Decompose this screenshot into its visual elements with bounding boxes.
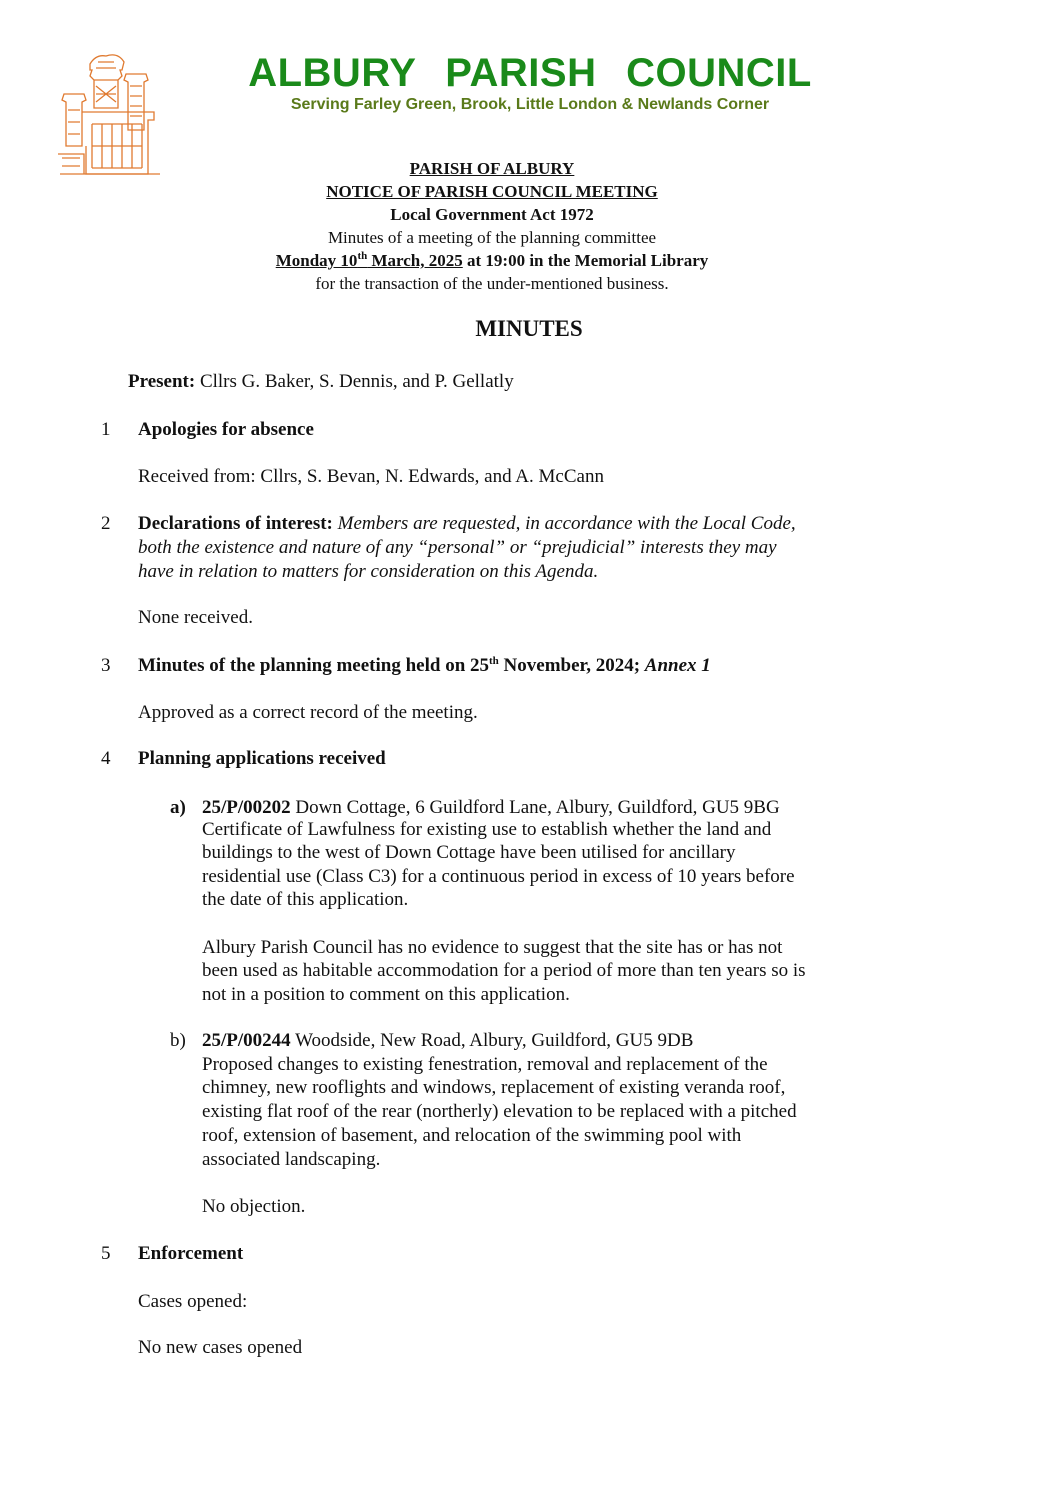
item-heading	[138, 654, 711, 678]
declarations-line-3: have in relation to matters for consideration on this Agenda.	[138, 561, 599, 582]
application-desc: associated landscaping.	[202, 1149, 381, 1170]
act-line: Local Government Act 1972	[390, 205, 594, 224]
annex-reference: Annex 1	[644, 655, 711, 676]
council-response: not in a position to comment on this application.	[202, 984, 570, 1005]
council-response: been used as habitable accommodation for a period of more than ten years so is	[202, 960, 806, 981]
transaction-line: for the transaction of the under-mentioned business.	[315, 274, 669, 293]
meeting-date-line	[0, 249, 984, 272]
item-heading: Apologies for absence	[138, 419, 314, 440]
item-number: 4	[101, 748, 111, 769]
item-number: 1	[101, 419, 111, 440]
declarations-line-2: both the existence and nature of any “personal” or “prejudicial” interests they may	[138, 537, 777, 558]
application-desc: Certificate of Lawfulness for existing use to establish whether the land and	[202, 819, 772, 840]
application-desc: chimney, new rooflights and windows, replacement of existing veranda roof,	[202, 1077, 786, 1098]
item-heading: Enforcement	[138, 1243, 244, 1264]
council-subtitle: Serving Farley Green, Brook, Little London & Newlands Corner	[290, 96, 770, 113]
application-desc: buildings to the west of Down Cottage have been utilised for ancillary	[202, 842, 736, 863]
minutes-title: MINUTES	[475, 316, 583, 341]
application-ref-line	[202, 1029, 693, 1053]
council-name: ALBURY PARISH COUNCIL	[248, 51, 812, 95]
parish-heading: PARISH OF ALBURY	[409, 159, 575, 178]
date-suffix: th	[357, 250, 368, 262]
application-label: b)	[170, 1030, 186, 1051]
notice-heading: NOTICE OF PARISH COUNCIL MEETING	[326, 182, 658, 201]
application-ref: 25/P/00244	[202, 1030, 291, 1051]
item-number: 3	[101, 655, 111, 676]
meeting-notice	[0, 157, 984, 295]
item-heading: Declarations of interest:	[138, 513, 333, 534]
application-label: a)	[170, 797, 186, 818]
application-desc: residential use (Class C3) for a continuous period in excess of 10 years before	[202, 866, 795, 887]
council-response: Albury Parish Council has no evidence to suggest that the site has or has not	[202, 937, 783, 958]
item-heading: Planning applications received	[138, 748, 386, 769]
heading-part-a: Minutes of the planning meeting held on 25	[138, 655, 490, 676]
present-line	[128, 370, 514, 394]
declarations-line-1	[138, 512, 796, 536]
application-desc: Proposed changes to existing fenestration, removal and replacement of the	[202, 1054, 768, 1075]
application-desc: the date of this application.	[202, 889, 409, 910]
application-ref-line	[202, 796, 780, 820]
item-body: None received.	[138, 607, 253, 628]
application-ref: 25/P/00202	[202, 797, 291, 818]
date-day: Monday 10	[275, 251, 358, 270]
item-number: 2	[101, 513, 111, 534]
item-body: No new cases opened	[138, 1337, 303, 1358]
item-body: Cases opened:	[138, 1291, 248, 1312]
date-rest: March, 2025	[367, 251, 463, 270]
application-address: Woodside, New Road, Albury, Guildford, GU5 9DB	[290, 1030, 694, 1051]
item-body: Approved as a correct record of the meeting.	[138, 702, 478, 723]
application-desc: existing flat roof of the rear (northerly) elevation to be replaced with a pitched	[202, 1101, 797, 1122]
application-address: Down Cottage, 6 Guildford Lane, Albury, Guildford, GU5 9BG	[290, 797, 780, 818]
council-response: No objection.	[202, 1196, 306, 1217]
heading-suffix: th	[489, 655, 499, 667]
item-body: Received from: Cllrs, S. Bevan, N. Edwards, and A. McCann	[138, 466, 604, 487]
time-place: at 19:00 in the Memorial Library	[462, 251, 709, 270]
application-desc: roof, extension of basement, and relocation of the swimming pool with	[202, 1125, 742, 1146]
heading-part-b: November, 2024;	[498, 655, 645, 676]
present-label: Present:	[128, 371, 196, 392]
present-text: Cllrs G. Baker, S. Dennis, and P. Gellatly	[195, 371, 514, 392]
minutes-description: Minutes of a meeting of the planning committee	[327, 228, 657, 247]
item-number: 5	[101, 1243, 111, 1264]
declarations-intro: Members are requested, in accordance with the Local Code,	[332, 513, 796, 534]
